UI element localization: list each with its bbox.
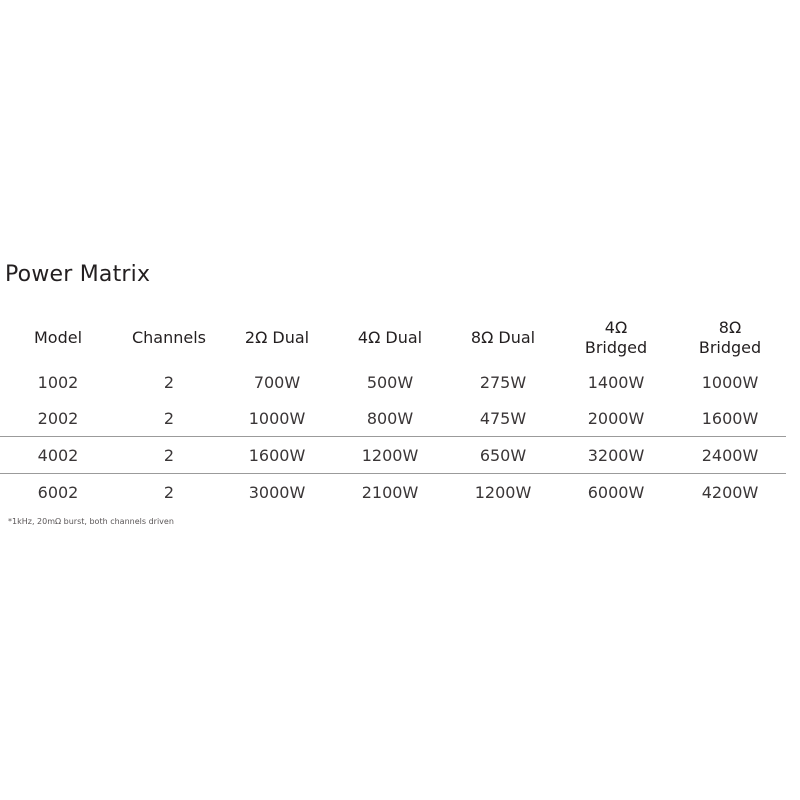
footnote: *1kHz, 20mΩ burst, both channels driven [8,517,174,526]
cell-channels: 2 [116,474,222,511]
cell-8-ohm-bridged: 4200W [674,474,786,511]
header-model: Model [33,328,83,347]
cell-4-ohm-bridged: 6000W [558,474,674,511]
header-4-ohm-dual: 4Ω Dual [357,328,423,347]
cell-8-ohm-dual: 475W [479,408,527,428]
cell-model: 1002 [37,372,79,392]
cell-model: 6002 [0,474,116,511]
table-row [0,437,786,474]
header-4-ohm-bridged-line-2: Bridged [584,338,648,357]
header-8-ohm-bridged-line-2: Bridged [698,338,762,357]
header-channels: Channels [131,328,207,347]
header-2-ohm-dual: 2Ω Dual [244,328,310,347]
cell-4-ohm-bridged: 3200W [558,437,674,474]
cell-8-ohm-dual: 650W [448,437,558,474]
cell-8-ohm-bridged: 1600W [701,408,759,428]
cell-2-ohm-dual: 700W [253,372,301,392]
cell-channels: 2 [163,372,175,392]
cell-4-ohm-bridged: 2000W [587,408,645,428]
table-row [0,364,786,400]
cell-8-ohm-dual: 1200W [448,474,558,511]
header-8-ohm-bridged [674,312,786,364]
power-matrix-table [0,312,786,510]
cell-model: 2002 [37,408,79,428]
cell-4-ohm-dual: 1200W [332,437,448,474]
cell-channels: 2 [163,408,175,428]
header-4-ohm-bridged-line-1: 4Ω [604,318,628,337]
cell-8-ohm-bridged: 1000W [701,372,759,392]
page-title: Power Matrix [5,262,151,287]
cell-8-ohm-bridged: 2400W [674,437,786,474]
cell-model: 4002 [0,437,116,474]
cell-4-ohm-dual: 800W [366,408,414,428]
cell-4-ohm-dual: 500W [366,372,414,392]
cell-2-ohm-dual: 3000W [222,474,332,511]
cell-4-ohm-bridged: 1400W [587,372,645,392]
header-row [0,312,786,364]
header-4-ohm-bridged [558,312,674,364]
header-8-ohm-dual: 8Ω Dual [470,328,536,347]
table-row [0,400,786,437]
table-row [0,474,786,511]
cell-8-ohm-dual: 275W [479,372,527,392]
cell-4-ohm-dual: 2100W [332,474,448,511]
header-8-ohm-bridged-line-1: 8Ω [718,318,742,337]
cell-2-ohm-dual: 1600W [222,437,332,474]
cell-channels: 2 [116,437,222,474]
cell-2-ohm-dual: 1000W [248,408,306,428]
